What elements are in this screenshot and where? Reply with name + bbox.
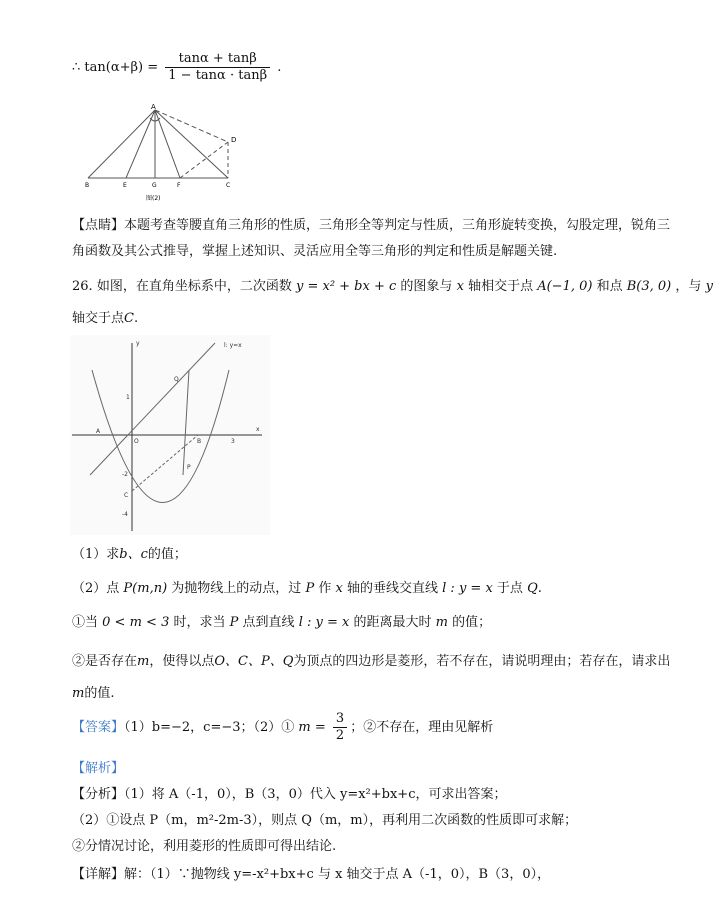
- therefore-symbol: ∴: [72, 60, 81, 75]
- fenxi-text-1: （1）将 A（-1，0），B（3，0）代入 y=x²+bx+c，可求出答案；: [124, 787, 507, 802]
- answer-frac-den: 2: [335, 728, 345, 743]
- q2-text: 作: [318, 581, 332, 596]
- segment-AE: [126, 110, 155, 178]
- q1-vars: b、c: [119, 547, 148, 562]
- problem-number: 26.: [72, 279, 93, 294]
- s2-text: 为顶点的四边形是菱形，若不存在，请说明理由；若存在，请求出: [293, 654, 671, 669]
- problem-text: 轴交于点: [72, 311, 125, 326]
- xiangjie-text-1: 解：（1）∵抛物线 y=-x²+bx+c 与 x 轴交于点 A（-1，0），B（3，0），: [124, 867, 551, 882]
- q1-text: 的值；: [147, 547, 187, 562]
- triangle-figure: [82, 100, 242, 210]
- point-P: P(m,n): [123, 581, 168, 596]
- problem-text: 的图象与: [400, 279, 453, 294]
- formula-numerator: tanα + tanβ: [165, 51, 270, 68]
- tick-neg4: -4: [122, 511, 128, 518]
- tick-3: 3: [231, 438, 235, 445]
- answer-tag: 【答案】: [72, 720, 125, 735]
- point-B: B(3, 0): [626, 279, 672, 294]
- problem-text: ，与: [675, 279, 702, 294]
- answer-m-eq: m =: [298, 720, 326, 735]
- fenxi-tag: 【分析】: [72, 787, 125, 802]
- s1-text: 时，求当: [173, 615, 226, 630]
- point-P: P: [305, 581, 315, 596]
- comment-text-1: 本题考查等腰直角三角形的性质，三角形全等判定与性质，三角形旋转变换，勾股定理，锐角三: [124, 218, 671, 233]
- s1-text: 的距离最大时: [353, 615, 432, 630]
- answer-part-a: （1）b=−2，c=−3；（2）①: [124, 720, 295, 735]
- comment-text-2: 角函数及其公式推导，掌握上述知识、灵活应用全等三角形的判定和性质是解题关键.: [72, 244, 558, 259]
- problem-text: .: [133, 311, 139, 326]
- s1-text: ①当: [72, 615, 99, 630]
- xiangjie-line-1: [72, 866, 550, 884]
- s2-text: 的值.: [84, 686, 115, 701]
- tick-1: 1: [126, 394, 130, 401]
- problem-text: 和点: [596, 279, 623, 294]
- line-label: l: y=x: [224, 342, 242, 349]
- label-G: G: [152, 182, 157, 189]
- label-A: A: [96, 428, 101, 435]
- s2-text: ②是否存在: [72, 654, 138, 669]
- answer-fraction: [333, 711, 347, 744]
- point-P: P: [229, 615, 239, 630]
- subquestion-1: [72, 614, 491, 632]
- var-m: m: [72, 686, 85, 701]
- subquestion-2-line-2: [72, 685, 114, 703]
- var-x: x: [456, 279, 464, 294]
- points-OCPQ: O、C、P、Q: [214, 654, 294, 669]
- problem-text: 如图，在直角坐标系中，二次函数: [96, 279, 292, 294]
- label-Q: Q: [174, 376, 179, 383]
- fenxi-line-1: [72, 786, 506, 804]
- problem-line-2: [72, 310, 138, 328]
- line-l-eq: l : y = x: [298, 615, 350, 630]
- var-m: m: [137, 654, 150, 669]
- fenxi-line-2: [72, 812, 577, 830]
- label-C: C: [226, 182, 231, 189]
- segment-AC: [155, 110, 228, 178]
- graph-figure: [70, 335, 270, 535]
- label-A: A: [151, 103, 156, 111]
- line-l-eq: l : y = x: [442, 581, 493, 596]
- figure-caption: 图(2): [146, 195, 161, 202]
- point-C: C: [124, 311, 134, 326]
- coordinate-graph: [70, 335, 270, 535]
- fenxi-line-3: [72, 838, 336, 856]
- var-x: x: [335, 581, 343, 596]
- answer-part-b: ；②不存在，理由见解析: [350, 720, 494, 735]
- question-1: [72, 546, 187, 564]
- q2-text: 于点: [496, 581, 523, 596]
- point-Q: Q: [527, 581, 538, 596]
- question-2: [72, 580, 542, 598]
- var-y: y: [705, 279, 713, 294]
- problem-text: 轴相交于点: [468, 279, 534, 294]
- var-m: m: [435, 615, 448, 630]
- segment-AF: [155, 110, 180, 178]
- label-y: y: [136, 340, 140, 347]
- label-E: E: [123, 182, 127, 189]
- subquestion-2-line-1: [72, 653, 670, 671]
- comment-line-2: [72, 243, 557, 261]
- m-range: 0 < m < 3: [102, 615, 170, 630]
- answer-line: [72, 708, 493, 748]
- q2-text: 为抛物线上的动点，过: [171, 581, 302, 596]
- segment-FD: [180, 142, 228, 178]
- q2-text: （2）点: [72, 581, 120, 596]
- label-B: B: [85, 182, 90, 189]
- segment-AB: [88, 110, 155, 178]
- comment-tag: 【点睛】: [72, 218, 125, 233]
- triangle-diagram: [82, 100, 242, 210]
- label-x: x: [256, 426, 260, 433]
- q1-text: （1）求: [72, 547, 120, 562]
- top-formula: [72, 48, 281, 88]
- s1-text: 点到直线: [242, 615, 295, 630]
- fenxi-text-2: （2）①设点 P（m，m²-2m-3），则点 Q（m，m），再利用二次函数的性质即可求解；: [72, 813, 578, 828]
- segment-AD: [155, 110, 228, 142]
- point-A: A(−1, 0): [537, 279, 593, 294]
- formula-end: .: [277, 60, 282, 75]
- label-P: P: [187, 464, 191, 471]
- tick-neg2: -2: [122, 471, 128, 478]
- fenxi-text-3: ②分情况讨论，利用菱形的性质即可得出结论.: [72, 839, 337, 854]
- q2-text: .: [537, 581, 542, 596]
- formula-fraction: [165, 51, 270, 84]
- label-C: C: [124, 492, 129, 499]
- label-B: B: [197, 438, 202, 445]
- comment-line-1: [72, 217, 670, 235]
- analysis-tag: 【解析】: [72, 761, 125, 776]
- s1-text: 的值；: [452, 615, 492, 630]
- formula-lhs: tan(α+β) =: [84, 60, 159, 75]
- problem-line-1: [72, 278, 713, 296]
- xiangjie-tag: 【详解】: [72, 867, 125, 882]
- q2-text: 轴的垂线交直线: [346, 581, 438, 596]
- s2-text: ，使得以点: [149, 654, 215, 669]
- answer-frac-num: 3: [333, 711, 347, 728]
- quadratic-formula: y = x² + bx + c: [295, 279, 397, 294]
- label-F: F: [177, 182, 181, 189]
- formula-denominator: 1 − tanα · tanβ: [168, 68, 268, 83]
- label-O: O: [134, 438, 139, 445]
- label-D: D: [231, 136, 237, 144]
